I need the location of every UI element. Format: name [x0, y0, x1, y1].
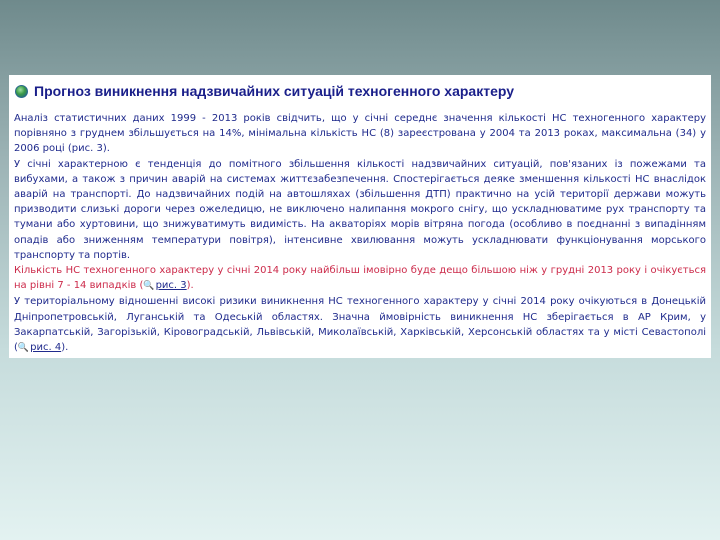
magnifier-icon: 🔍	[143, 281, 155, 292]
figure-3-link[interactable]: рис. 3	[155, 280, 187, 292]
paragraph-regions	[14, 294, 706, 356]
title-row	[15, 81, 705, 101]
figure-4-link[interactable]: рис. 4	[30, 342, 62, 354]
forecast-text-end: ).	[186, 280, 194, 292]
paragraph-statistics: Аналіз статистичних даних 1999 - 2013 років свідчить, що у січні середнє значення кількості НС техногенного характеру порівняно з груднем збільшується на 14%, мінімальна кількість НС (8) зареєстрована у 2004 та 2013 роках, максимальна (34) у 2006 році (рис. 3).	[14, 113, 706, 155]
article-body	[14, 111, 706, 356]
page-title: Прогноз виникнення надзвичайних ситуацій техногенного характеру	[34, 83, 515, 99]
regions-text: У територіальному відношенні високі ризики виникнення НС техногенного характеру у січні 2014 року очікуються в Донецькій Дніпропетровській, Луганській та Одеській областях. Значна ймовірність виникнення НС зберігається в АР Крим, у Закарпатській, Загорізькій, Кіровоградській, Львівській, Миколаївській, Харківській, Херсонській областях та у місті Севастополі (	[14, 296, 706, 354]
paragraph-trends: У січні характерною є тенденція до помітного збільшення кількості надзвичайних ситуацій, пов'язаних із пожежами та вибухами, а також з причин аварій на системах життєзабезпечення. Спостерігається деяке зменшення кількості НС внаслідок аварій на транспорті. До надзвичайних подій на автошляхах (збільшення ДТП) практично на усій території держави можуть призводити слизькі дороги через ожеледицю, не виключено налипання мокрого снігу, що ускладнюватиме рух транспорту та тумани або хуртовини, що знижуватимуть видимість. На акваторіях морів вітряна погода (особливо в поєднанні з випадінням опадів або зниженням температури повітря), інтенсивне хвилювання можуть ускладнювати функціонування морського транспорту та портів.	[14, 158, 706, 261]
content-panel	[9, 75, 711, 358]
globe-icon	[15, 85, 28, 98]
forecast-text: Кількість НС техногенного характеру у січні 2014 року найбільш імовірно буде дещо більшою ніж у грудні 2013 року і очікується на рівні 7 - 14 випадків (	[14, 265, 706, 292]
regions-text-end: ).	[61, 342, 69, 354]
magnifier-icon: 🔍	[17, 343, 30, 354]
paragraph-forecast	[14, 263, 706, 294]
